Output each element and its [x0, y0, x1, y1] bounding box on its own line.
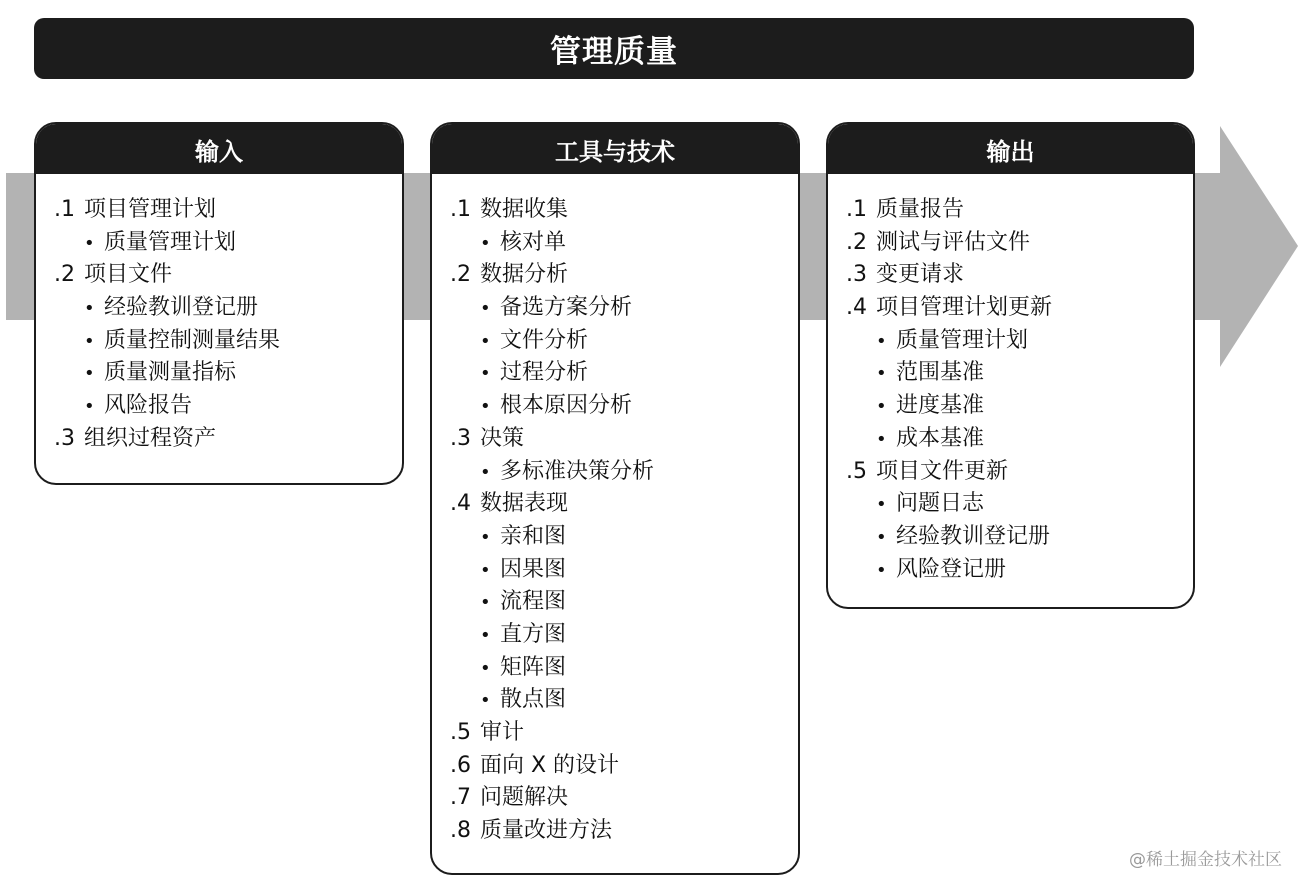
bullet-icon: •	[84, 298, 95, 320]
bullet-icon: •	[480, 330, 491, 352]
sub-list-item	[54, 355, 402, 388]
item-number: .1	[846, 197, 867, 222]
box-header-label: 输出	[986, 137, 1035, 166]
bullet-icon: •	[480, 526, 491, 548]
item-number: .7	[450, 785, 471, 811]
sub-list-item	[450, 323, 798, 356]
bullet-icon: •	[876, 494, 887, 516]
sub-list-item	[450, 454, 798, 487]
bullet-icon: •	[876, 396, 887, 418]
bullet-icon: •	[876, 428, 887, 450]
bullet-icon: •	[480, 592, 491, 614]
item-label: 测试与评估文件	[876, 229, 1031, 255]
inputs-box	[34, 122, 404, 485]
list-item	[846, 257, 1193, 290]
item-number: .8	[450, 818, 471, 844]
item-label: 质量改进方法	[480, 818, 613, 844]
sub-item-label: 矩阵图	[500, 654, 567, 680]
item-label: 审计	[480, 720, 525, 745]
list-item	[450, 813, 798, 846]
item-number: .6	[450, 752, 471, 778]
item-number: .2	[54, 262, 75, 288]
bullet-icon: •	[84, 232, 95, 254]
sub-item-label: 风险登记册	[896, 556, 1007, 582]
item-number: .3	[450, 425, 471, 451]
sub-item-label: 流程图	[500, 589, 567, 615]
sub-item-label: 经验教训登记册	[104, 295, 259, 321]
list-item	[846, 290, 1193, 323]
list-item	[54, 257, 402, 290]
box-header-label: 工具与技术	[555, 137, 675, 166]
sub-list-item	[450, 584, 798, 617]
bullet-icon: •	[84, 396, 95, 418]
bullet-icon: •	[876, 363, 887, 385]
item-number: .4	[450, 491, 471, 517]
bullet-icon: •	[480, 461, 491, 483]
sub-list-item	[450, 290, 798, 323]
bullet-icon: •	[480, 559, 491, 581]
item-label: 项目管理计划	[84, 197, 217, 222]
item-label: 组织过程资产	[84, 425, 217, 451]
list-item	[450, 780, 798, 813]
bullet-icon: •	[876, 526, 887, 548]
sub-item-label: 亲和图	[500, 523, 567, 549]
item-number: .2	[450, 262, 471, 288]
list-item	[450, 715, 798, 748]
sub-list-item	[846, 323, 1193, 356]
sub-list-item	[450, 682, 798, 715]
item-label: 质量报告	[876, 197, 965, 222]
sub-list-item	[54, 225, 402, 258]
bullet-icon: •	[876, 559, 887, 581]
sub-item-label: 直方图	[500, 621, 567, 647]
sub-list-item	[450, 552, 798, 585]
item-label: 项目文件	[84, 262, 173, 288]
box-body	[828, 174, 1193, 584]
sub-item-label: 备选方案分析	[500, 295, 633, 321]
bullet-icon: •	[480, 624, 491, 646]
list-item	[846, 192, 1193, 225]
item-number: .1	[54, 197, 75, 222]
sub-item-label: 成本基准	[896, 425, 985, 451]
item-number: .3	[54, 425, 75, 451]
sub-list-item	[846, 552, 1193, 585]
box-body	[432, 174, 798, 846]
sub-list-item	[54, 323, 402, 356]
item-label: 项目管理计划更新	[876, 295, 1053, 321]
sub-list-item	[450, 650, 798, 683]
bullet-icon: •	[480, 657, 491, 679]
list-item	[846, 225, 1193, 258]
sub-list-item	[846, 421, 1193, 454]
box-header-label: 输入	[195, 137, 243, 166]
sub-list-item	[54, 388, 402, 421]
sub-list-item	[450, 519, 798, 552]
tools-techniques-box	[430, 122, 800, 875]
outputs-box	[826, 122, 1195, 609]
bullet-icon: •	[876, 330, 887, 352]
sub-item-label: 问题日志	[896, 491, 985, 517]
sub-item-label: 文件分析	[500, 327, 589, 353]
sub-item-label: 散点图	[500, 687, 567, 713]
item-number: .2	[846, 229, 867, 255]
bullet-icon: •	[84, 330, 95, 352]
box-header	[432, 124, 798, 174]
item-label: 面向 X 的设计	[480, 752, 620, 778]
list-item	[54, 192, 402, 225]
sub-list-item	[54, 290, 402, 323]
item-label: 数据收集	[480, 197, 569, 222]
item-label: 数据分析	[480, 262, 569, 288]
bullet-icon: •	[84, 363, 95, 385]
sub-item-label: 进度基准	[896, 393, 985, 419]
sub-item-label: 质量管理计划	[896, 327, 1029, 353]
sub-item-label: 范围基准	[896, 360, 985, 386]
sub-list-item	[450, 388, 798, 421]
watermark: @稀土掘金技术社区	[1129, 850, 1282, 870]
sub-item-label: 质量测量指标	[104, 360, 237, 386]
sub-list-item	[450, 355, 798, 388]
bullet-icon: •	[480, 363, 491, 385]
list-item	[450, 748, 798, 781]
bullet-icon: •	[480, 232, 491, 254]
sub-list-item	[846, 355, 1193, 388]
sub-list-item	[450, 617, 798, 650]
sub-item-label: 经验教训登记册	[896, 523, 1051, 549]
sub-item-label: 质量控制测量结果	[104, 327, 281, 353]
sub-item-label: 根本原因分析	[500, 393, 633, 419]
item-label: 数据表现	[480, 491, 569, 517]
list-item	[450, 486, 798, 519]
list-item	[450, 421, 798, 454]
item-number: .1	[450, 197, 471, 222]
bullet-icon: •	[480, 298, 491, 320]
sub-list-item	[846, 519, 1193, 552]
sub-item-label: 质量管理计划	[104, 229, 237, 255]
item-number: .5	[450, 720, 471, 745]
sub-item-label: 因果图	[500, 556, 567, 582]
sub-list-item	[450, 225, 798, 258]
sub-item-label: 多标准决策分析	[500, 458, 655, 484]
page-title-text: 管理质量	[550, 34, 678, 70]
list-item	[450, 192, 798, 225]
bullet-icon: •	[480, 396, 491, 418]
item-label: 问题解决	[480, 785, 569, 811]
sub-item-label: 过程分析	[500, 360, 589, 386]
list-item	[54, 421, 402, 454]
list-item	[450, 257, 798, 290]
sub-list-item	[846, 388, 1193, 421]
box-header	[36, 124, 402, 174]
bullet-icon: •	[480, 690, 491, 712]
box-header	[828, 124, 1193, 174]
item-label: 决策	[480, 425, 525, 451]
item-label: 变更请求	[876, 262, 965, 288]
sub-list-item	[846, 486, 1193, 519]
page-title	[34, 18, 1194, 79]
item-number: .4	[846, 295, 867, 321]
item-number: .5	[846, 458, 867, 484]
sub-item-label: 核对单	[500, 229, 567, 255]
item-label: 项目文件更新	[876, 458, 1009, 484]
list-item	[846, 454, 1193, 487]
sub-item-label: 风险报告	[104, 393, 193, 419]
box-body	[36, 174, 402, 454]
item-number: .3	[846, 262, 867, 288]
